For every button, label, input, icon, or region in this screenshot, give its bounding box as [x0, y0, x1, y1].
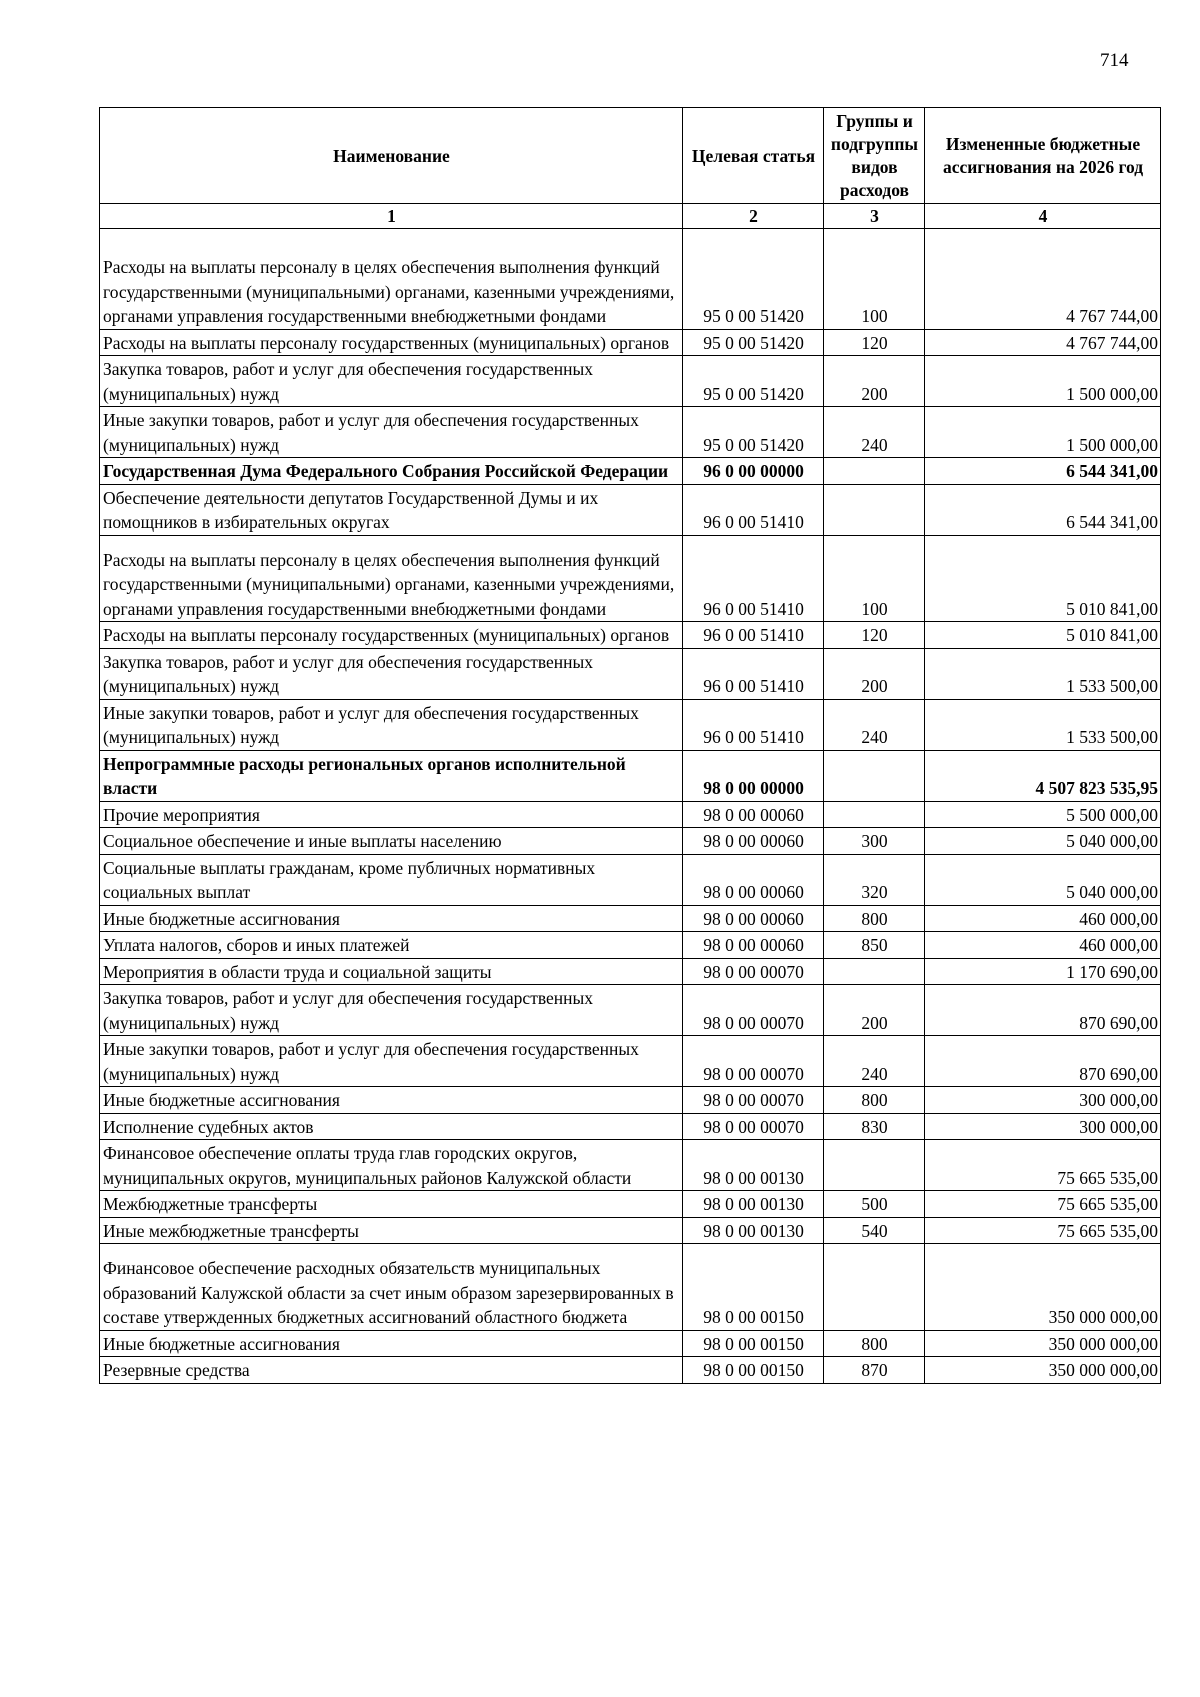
row-expense-group	[824, 1244, 925, 1331]
row-target-article: 95 0 00 51420	[683, 229, 824, 330]
row-name: Непрограммные расходы региональных органов исполнительной власти	[100, 750, 683, 801]
row-amount: 870 690,00	[925, 1036, 1161, 1087]
row-target-article: 96 0 00 51410	[683, 648, 824, 699]
table-row	[100, 407, 1161, 458]
row-expense-group: 240	[824, 1036, 925, 1087]
row-target-article: 98 0 00 00060	[683, 801, 824, 828]
table-row	[100, 1036, 1161, 1087]
column-number: 2	[683, 204, 824, 229]
table-row	[100, 648, 1161, 699]
table-row	[100, 854, 1161, 905]
table-row	[100, 1113, 1161, 1140]
row-amount: 350 000 000,00	[925, 1244, 1161, 1331]
row-expense-group	[824, 484, 925, 535]
row-name: Резервные средства	[100, 1357, 683, 1384]
row-amount: 5 500 000,00	[925, 801, 1161, 828]
row-expense-group: 850	[824, 932, 925, 959]
row-name: Иные межбюджетные трансферты	[100, 1217, 683, 1244]
row-target-article: 98 0 00 00150	[683, 1244, 824, 1331]
row-name: Иные закупки товаров, работ и услуг для обеспечения государственных (муниципальных) нужд	[100, 699, 683, 750]
row-target-article: 96 0 00 51410	[683, 622, 824, 649]
row-target-article: 95 0 00 51420	[683, 407, 824, 458]
row-name: Мероприятия в области труда и социальной защиты	[100, 958, 683, 985]
row-name: Расходы на выплаты персоналу в целях обеспечения выполнения функций государственными (муниципальными) органами, казенными учреждениями, органами управления государственными внебюджетными фондами	[100, 229, 683, 330]
header-expense-groups: Группы и подгруппы видов расходов	[824, 108, 925, 204]
row-target-article: 96 0 00 00000	[683, 458, 824, 485]
table-row	[100, 484, 1161, 535]
table-row	[100, 1217, 1161, 1244]
row-name: Уплата налогов, сборов и иных платежей	[100, 932, 683, 959]
row-amount: 1 500 000,00	[925, 356, 1161, 407]
row-expense-group: 320	[824, 854, 925, 905]
table-row	[100, 1191, 1161, 1218]
row-name: Иные бюджетные ассигнования	[100, 905, 683, 932]
row-expense-group	[824, 958, 925, 985]
table-row	[100, 458, 1161, 485]
row-amount: 4 767 744,00	[925, 229, 1161, 330]
row-expense-group	[824, 458, 925, 485]
row-expense-group: 800	[824, 1330, 925, 1357]
row-name: Иные бюджетные ассигнования	[100, 1087, 683, 1114]
table-row	[100, 905, 1161, 932]
row-target-article: 98 0 00 00130	[683, 1140, 824, 1191]
row-name: Расходы на выплаты персоналу государственных (муниципальных) органов	[100, 622, 683, 649]
row-name: Расходы на выплаты персоналу государственных (муниципальных) органов	[100, 329, 683, 356]
table-row	[100, 958, 1161, 985]
row-amount: 870 690,00	[925, 985, 1161, 1036]
row-name: Финансовое обеспечение расходных обязательств муниципальных образований Калужской области за счет иным образом зарезервированных в составе утвержденных бюджетных ассигнований областного бюджета	[100, 1244, 683, 1331]
row-target-article: 98 0 00 00060	[683, 828, 824, 855]
row-amount: 4 767 744,00	[925, 329, 1161, 356]
row-amount: 75 665 535,00	[925, 1191, 1161, 1218]
row-target-article: 98 0 00 00070	[683, 1036, 824, 1087]
table-row	[100, 699, 1161, 750]
table-row	[100, 229, 1161, 330]
row-amount: 1 533 500,00	[925, 699, 1161, 750]
row-amount: 75 665 535,00	[925, 1140, 1161, 1191]
row-amount: 6 544 341,00	[925, 484, 1161, 535]
table-row	[100, 535, 1161, 622]
row-amount: 1 500 000,00	[925, 407, 1161, 458]
column-number: 1	[100, 204, 683, 229]
row-name: Обеспечение деятельности депутатов Государственной Думы и их помощников в избирательных округах	[100, 484, 683, 535]
row-target-article: 98 0 00 00060	[683, 854, 824, 905]
row-target-article: 98 0 00 00070	[683, 985, 824, 1036]
header-row	[100, 108, 1161, 204]
row-target-article: 98 0 00 00000	[683, 750, 824, 801]
row-amount: 5 010 841,00	[925, 622, 1161, 649]
row-target-article: 96 0 00 51410	[683, 484, 824, 535]
row-name: Социальное обеспечение и иные выплаты населению	[100, 828, 683, 855]
table-body	[100, 229, 1161, 1384]
row-target-article: 98 0 00 00060	[683, 905, 824, 932]
row-target-article: 98 0 00 00130	[683, 1191, 824, 1218]
table-row	[100, 329, 1161, 356]
row-expense-group: 100	[824, 229, 925, 330]
table-row	[100, 750, 1161, 801]
row-expense-group: 200	[824, 985, 925, 1036]
row-name: Закупка товаров, работ и услуг для обеспечения государственных (муниципальных) нужд	[100, 985, 683, 1036]
row-name: Государственная Дума Федерального Собрания Российской Федерации	[100, 458, 683, 485]
row-target-article: 98 0 00 00150	[683, 1330, 824, 1357]
row-name: Социальные выплаты гражданам, кроме публичных нормативных социальных выплат	[100, 854, 683, 905]
column-number: 3	[824, 204, 925, 229]
row-expense-group: 100	[824, 535, 925, 622]
row-amount: 4 507 823 535,95	[925, 750, 1161, 801]
row-expense-group: 240	[824, 699, 925, 750]
row-name: Закупка товаров, работ и услуг для обеспечения государственных (муниципальных) нужд	[100, 648, 683, 699]
column-number-row	[100, 204, 1161, 229]
row-target-article: 96 0 00 51410	[683, 535, 824, 622]
row-target-article: 98 0 00 00060	[683, 932, 824, 959]
row-target-article: 96 0 00 51410	[683, 699, 824, 750]
row-expense-group: 800	[824, 905, 925, 932]
page-number: 714	[1100, 50, 1129, 71]
row-expense-group: 120	[824, 329, 925, 356]
row-amount: 460 000,00	[925, 905, 1161, 932]
row-amount: 75 665 535,00	[925, 1217, 1161, 1244]
row-expense-group: 500	[824, 1191, 925, 1218]
row-target-article: 95 0 00 51420	[683, 356, 824, 407]
row-name: Межбюджетные трансферты	[100, 1191, 683, 1218]
row-expense-group: 830	[824, 1113, 925, 1140]
row-expense-group: 540	[824, 1217, 925, 1244]
header-appropriations: Измененные бюджетные ассигнования на 2026 год	[925, 108, 1161, 204]
row-name: Прочие мероприятия	[100, 801, 683, 828]
table-row	[100, 1140, 1161, 1191]
row-amount: 1 170 690,00	[925, 958, 1161, 985]
table-row	[100, 356, 1161, 407]
row-expense-group: 200	[824, 356, 925, 407]
row-name: Исполнение судебных актов	[100, 1113, 683, 1140]
table-row	[100, 1244, 1161, 1331]
row-expense-group: 120	[824, 622, 925, 649]
row-amount: 350 000 000,00	[925, 1330, 1161, 1357]
row-target-article: 98 0 00 00130	[683, 1217, 824, 1244]
row-name: Финансовое обеспечение оплаты труда глав городских округов, муниципальных округов, муниципальных районов Калужской области	[100, 1140, 683, 1191]
table-row	[100, 985, 1161, 1036]
row-expense-group: 870	[824, 1357, 925, 1384]
table-row	[100, 622, 1161, 649]
row-name: Расходы на выплаты персоналу в целях обеспечения выполнения функций государственными (муниципальными) органами, казенными учреждениями, органами управления государственными внебюджетными фондами	[100, 535, 683, 622]
row-amount: 1 533 500,00	[925, 648, 1161, 699]
row-amount: 5 010 841,00	[925, 535, 1161, 622]
row-target-article: 98 0 00 00070	[683, 1087, 824, 1114]
row-name: Иные закупки товаров, работ и услуг для обеспечения государственных (муниципальных) нужд	[100, 407, 683, 458]
row-amount: 5 040 000,00	[925, 828, 1161, 855]
table-row	[100, 801, 1161, 828]
table-row	[100, 932, 1161, 959]
row-target-article: 95 0 00 51420	[683, 329, 824, 356]
row-amount: 300 000,00	[925, 1113, 1161, 1140]
table-row	[100, 1087, 1161, 1114]
row-expense-group	[824, 750, 925, 801]
row-expense-group: 300	[824, 828, 925, 855]
row-target-article: 98 0 00 00150	[683, 1357, 824, 1384]
row-name: Закупка товаров, работ и услуг для обеспечения государственных (муниципальных) нужд	[100, 356, 683, 407]
header-name: Наименование	[100, 108, 683, 204]
row-name: Иные бюджетные ассигнования	[100, 1330, 683, 1357]
row-amount: 300 000,00	[925, 1087, 1161, 1114]
row-expense-group	[824, 1140, 925, 1191]
column-number: 4	[925, 204, 1161, 229]
table-row	[100, 828, 1161, 855]
row-name: Иные закупки товаров, работ и услуг для обеспечения государственных (муниципальных) нужд	[100, 1036, 683, 1087]
row-expense-group: 800	[824, 1087, 925, 1114]
row-amount: 460 000,00	[925, 932, 1161, 959]
row-expense-group: 240	[824, 407, 925, 458]
row-expense-group	[824, 801, 925, 828]
header-target-article: Целевая статья	[683, 108, 824, 204]
row-target-article: 98 0 00 00070	[683, 958, 824, 985]
row-amount: 5 040 000,00	[925, 854, 1161, 905]
row-amount: 6 544 341,00	[925, 458, 1161, 485]
table-row	[100, 1330, 1161, 1357]
row-expense-group: 200	[824, 648, 925, 699]
row-amount: 350 000 000,00	[925, 1357, 1161, 1384]
row-target-article: 98 0 00 00070	[683, 1113, 824, 1140]
budget-table	[99, 107, 1161, 1384]
table-row	[100, 1357, 1161, 1384]
